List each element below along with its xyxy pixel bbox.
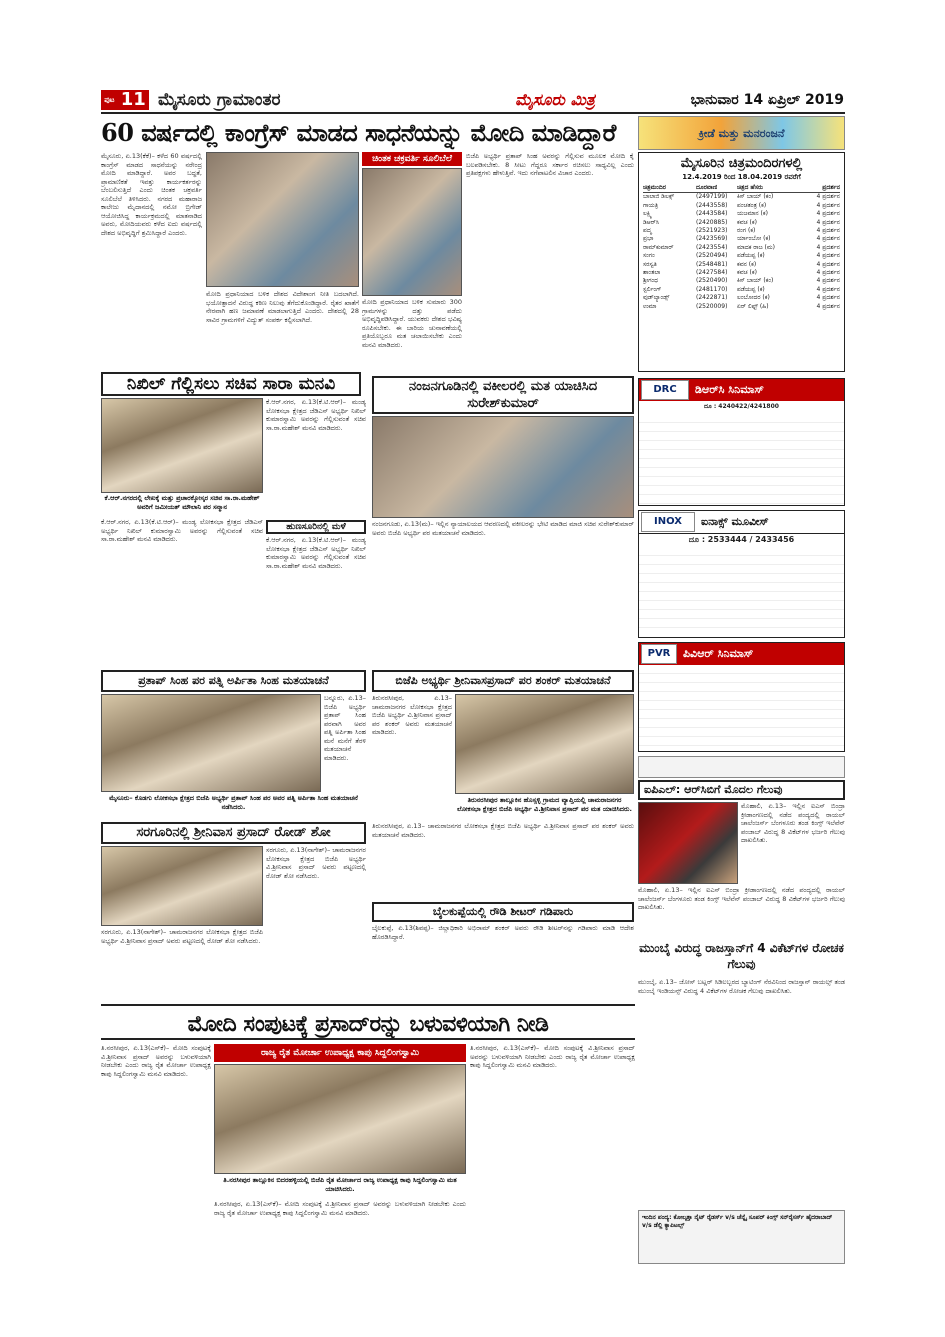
story-nikhil-photo	[101, 398, 263, 493]
bottom-subhead: ರಾಜ್ಯ ರೈತ ಮೋರ್ಚಾ ಉಪಾಧ್ಯಕ್ಷ ಕಾಪು ಸಿದ್ದಲಿಂಗಸ್ವಾಮಿ	[214, 1044, 466, 1062]
story-pratap-photo	[101, 694, 321, 792]
cinema-listing-row	[643, 227, 840, 235]
cinema-notice	[638, 756, 845, 778]
cinema-shows: 4 ಪ್ರದರ್ಶನ	[816, 243, 840, 251]
story-hunsur-body: ಕೆ.ಆರ್.ನಗರ, ಏ.13(ಕೆ.ಟಿ.ಆರ್)– ಮಂಡ್ಯ ಲೋಕಸಭಾ ಕ್ಷೇತ್ರದ ಜೆಡಿಎಸ್ ಅಭ್ಯರ್ಥಿ ನಿಖಿಲ್ ಕುಮಾರಸ್ವಾಮಿ ಅವರನ್ನು ಗೆಲ್ಲಿಸುವಂತೆ ಸಚಿವ ಸಾ.ರಾ.ಮಹೇಶ್ ಮನವಿ ಮಾಡಿದರು.	[266, 536, 366, 570]
cinema-listing-row	[643, 244, 840, 252]
cinema-shows: 4 ಪ್ರದರ್ಶನ	[816, 252, 840, 260]
lead-column-3: ಮೋದಿ ಪ್ರಧಾನಿಯಾದ ಬಳಿಕ ಸುಮಾರು 300 ಗ್ರಾಮಗಳನ್ನು ದತ್ತು ಪಡೆದು ಅಭಿವೃದ್ಧಿಪಡಿಸಿದ್ದಾರೆ. ಯುವಕರು ದೇಶದ ಭವಿಷ್ಯ ರೂಪಿಸಬೇಕು. ಈ ಬಾರಿಯ ಚುನಾವಣೆಯಲ್ಲಿ ಪ್ರತಿಯೊಬ್ಬರೂ ಮತ ಚಲಾಯಿಸಬೇಕು ಎಂದು ಮನವಿ ಮಾಡಿದರು.	[362, 298, 462, 349]
story-suresh-body: ನಂಜನಗೂಡು, ಏ.13(ಮ)– ಇಲ್ಲಿನ ನ್ಯಾಯಾಲಯದ ಆವರಣದಲ್ಲಿ ವಕೀಲರನ್ನು ಭೇಟಿ ಮಾಡಿದ ಮಾಜಿ ಸಚಿವ ಸುರೇಶ್‌ಕುಮಾರ್ ಅವರು ಬಿಜೆಪಿ ಅಭ್ಯರ್ಥಿ ಪರ ಮತಯಾಚನೆ ಮಾಡಿದರು.	[372, 520, 634, 537]
cinema-shows: 4 ಪ್ರದರ್ಶನ	[816, 260, 840, 268]
cinema-shows: 4 ಪ್ರದರ್ಶನ	[816, 269, 840, 277]
cinema-phone: (2521923)	[696, 227, 728, 235]
story-ipl-headline: ಐಪಿಎಲ್: ಆರ್‌ಸಿಬಿಗೆ ಮೊದಲ ಗೆಲುವು	[638, 780, 845, 800]
story-nikhil-caption: ಕೆ.ಆರ್.ನಗರದಲ್ಲಿ ಲೇಖಕ್ಕೆ ಮತ್ತು ಪ್ರಚಾರಕ್ಕೋಸ್ಕರ ಸಚಿವ ಸಾ.ರಾ.ಮಹೇಶ್ ಅವರಿಗೆ ಜಮೀಯತ್ ಮೌಲಾನಿ ಪರ ಸನ್ಮಾನ	[104, 494, 260, 511]
cinema-theatre: ಲಕ್ಷ್ಮಿ	[643, 210, 652, 218]
col-header-shows: ಪ್ರದರ್ಶನ	[822, 184, 840, 191]
cinema-shows: 4 ಪ್ರದರ್ಶನ	[816, 277, 840, 285]
cinema-listing-table	[639, 182, 844, 313]
cinema-film: ಪಂಚತಂತ್ರ (ಕ)	[737, 201, 767, 209]
cinema-shows: 4 ಪ್ರದರ್ಶನ	[816, 218, 840, 226]
story-pratap-caption: ಮೈಸೂರು– ಕೊಡಗು ಲೋಕಸಭಾ ಕ್ಷೇತ್ರದ ಬಿಜೆಪಿ ಅಭ್ಯರ್ಥಿ ಪ್ರತಾಪ್ ಸಿಂಹ ಪರ ಅವರ ಪತ್ನಿ ಅರ್ಪಿತಾ ಸಿಂಹ ಮತಯಾಚನೆ ನಡೆಸಿದರು.	[109, 794, 358, 811]
story-sargur-photo	[101, 846, 263, 926]
story-sargur-headline: ಸರಗೂರಿನಲ್ಲಿ ಶ್ರೀನಿವಾಸ ಪ್ರಸಾದ್ ರೋಡ್ ಶೋ	[101, 822, 366, 844]
masthead-rule	[101, 112, 845, 114]
page-number-badge	[101, 90, 149, 110]
cinema-phone: (2481170)	[696, 285, 728, 293]
story-rajasthan-body: ಮುಂಬೈ, ಏ.13– ಜೋಸ್ ಬಟ್ಲರ್ ಸಿಡಿಲಬ್ಬರದ ಬ್ಯಾಟಿಂಗ್ ನೆರವಿನಿಂದ ರಾಜಸ್ತಾನ್ ರಾಯಲ್ಸ್ ತಂಡ ಮುಂಬೈ ಇಂಡಿಯನ್ಸ್ ವಿರುದ್ಧ 4 ವಿಕೆಟ್‌ಗಳ ರೋಚಕ ಗೆಲುವು ದಾಖಲಿಸಿತು.	[638, 978, 845, 995]
pvr-box	[638, 642, 845, 752]
cinema-listing-row	[643, 202, 840, 210]
story-shankar-photo	[455, 694, 634, 794]
cinema-phone: (2443584)	[696, 210, 728, 218]
cinema-listing-row	[643, 210, 840, 218]
cinema-film: ಕಿಸ್ ಬಾಯ್ (ಕಂ)	[737, 277, 774, 285]
story-rajasthan-headline: ಮುಂಬೈ ವಿರುದ್ಧ ರಾಜಸ್ತಾನ್‌ಗೆ 4 ವಿಕೆಟ್‌ಗಳ ರೋಚಕ ಗೆಲುವು	[639, 941, 844, 971]
drc-box	[638, 378, 845, 506]
cinema-listing-row	[643, 219, 840, 227]
cinema-theatre: ಗಾಯತ್ರಿ	[643, 201, 659, 209]
cinema-phone: (2422871)	[696, 294, 728, 302]
story-bylakuppe-headline: ಬೈಲಕುಪ್ಪೆಯಲ್ಲಿ ರೌಡಿ ಶೀಟರ್ ಗಡಿಪಾರು	[372, 902, 634, 922]
cinema-phone: (2520494)	[696, 252, 728, 260]
bottom-story-col-2: ತಿ.ನರಸೀಪುರ, ಏ.13(ಎಸ್‌ಕೆ)– ಮೋದಿ ಸಂಪುಟಕ್ಕೆ ವಿ.ಶ್ರೀನಿವಾಸ ಪ್ರಸಾದ್ ಅವರನ್ನು ಬಳುವಳಿಯಾಗಿ ನೀಡಬೇಕು ಎಂದು ರಾಜ್ಯ ರೈತ ಮೋರ್ಚಾ ಉಪಾಧ್ಯಕ್ಷ ಕಾಪು ಸಿದ್ದಲಿಂಗಸ್ವಾಮಿ ಮನವಿ ಮಾಡಿದರು.	[214, 1200, 466, 1217]
cinema-theatre: ವುಡ್‌ಲ್ಯಾಂಡ್ಸ್	[643, 294, 670, 302]
cinema-listing-row	[643, 235, 840, 243]
story-shankar-headline: ಬಿಜೆಪಿ ಅಭ್ಯರ್ಥಿ ಶ್ರೀನಿವಾಸಪ್ರಸಾದ್ ಪರ ಶಂಕರ್ ಮತಯಾಚನೆ	[372, 670, 634, 692]
cinema-phone: (2427584)	[696, 269, 728, 277]
drc-phone: ದೂ : 4240422/4241800	[704, 403, 779, 410]
cinema-phone: (2423569)	[696, 235, 728, 243]
inox-box	[638, 510, 845, 638]
drc-header	[639, 379, 844, 401]
story-shankar-caption: ತಿರುನರಸೀಪುರ ತಾಲ್ಲೂಕಿನ ಹೊಸ್ಸಳ್ಳಿ ಗ್ರಾಮದ ವ್ಯಾಪ್ತಿಯಲ್ಲಿ ಚಾಮರಾಜನಗರ ಲೋಕಸಭಾ ಕ್ಷೇತ್ರದ ಬಿಜೆಪಿ ಅಭ್ಯರ್ಥಿ ವಿ.ಶ್ರೀನಿವಾಸ ಪ್ರಸಾದ್ ಪರ ಮತ ಯಾಚಿಸಿದರು.	[457, 796, 632, 813]
cinema-shows: 4 ಪ್ರದರ್ಶನ	[816, 302, 840, 310]
cinema-listing-row	[643, 193, 840, 201]
cinema-listing-date-range: 12.4.2019 ರಿಂದ 18.04.2019 ರವರೆಗೆ	[682, 173, 801, 181]
page-label: ಪುಟ	[104, 96, 115, 104]
lead-box-label: ಚಿಂತಕ ಚಕ್ರವರ್ತಿ ಸೂಲಿಬೆಲೆ	[362, 152, 462, 166]
cinema-phone: (2548481)	[696, 260, 728, 268]
cinema-listing-row	[643, 294, 840, 302]
cinema-phone: (2423554)	[696, 243, 728, 251]
cinema-film: ಕಿಸ್ ಬಾಯ್ (ಕಂ)	[737, 193, 774, 201]
inox-header	[639, 511, 844, 534]
cinema-listing-row	[643, 286, 840, 294]
story-ipl-photo	[638, 802, 738, 884]
story-ipl-body-side: ಮೊಹಾಲಿ, ಏ.13– ಇಲ್ಲಿನ ಐಎಸ್ ಬಿಂದ್ರಾ ಕ್ರೀಡಾಂಗಣದಲ್ಲಿ ನಡೆದ ಪಂದ್ಯದಲ್ಲಿ ರಾಯಲ್ ಚಾಲೆಂಜರ್ಸ್ ಬೆಂಗಳೂರು ತಂಡ ಕಿಂಗ್ಸ್ ಇಲೆವೆನ್ ಪಂಜಾಬ್ ವಿರುದ್ಧ 8 ವಿಕೆಟ್‌ಗಳ ಭರ್ಜರಿ ಗೆಲುವು ದಾಖಲಿಸಿತು.	[741, 802, 845, 844]
cinema-shows: 4 ಪ್ರದರ್ಶನ	[816, 193, 840, 201]
cinema-theatre: ಪ್ರಭಾ	[643, 235, 654, 243]
cinema-shows: 4 ಪ್ರದರ್ಶನ	[816, 227, 840, 235]
cinema-film: ಲಂಬೋದರ (ಕ)	[737, 294, 770, 302]
issue-date: ಭಾನುವಾರ 14 ಏಪ್ರಿಲ್ 2019	[690, 92, 844, 108]
cinema-phone: (2497199)	[696, 193, 728, 201]
bottom-headline: ಮೋದಿ ಸಂಪುಟಕ್ಕೆ ಪ್ರಸಾದ್‌ರನ್ನು ಬಳುವಳಿಯಾಗಿ ನೀಡಿ	[101, 1004, 635, 1040]
cinema-theatre: ಸ್ಟರ್ಲಿಂಗ್	[643, 285, 662, 293]
col-header-theatre: ಚಿತ್ರಮಂದಿರ	[643, 184, 666, 191]
bottom-story-col-3: ತಿ.ನರಸೀಪುರ, ಏ.13(ಎಸ್‌ಕೆ)– ಮೋದಿ ಸಂಪುಟಕ್ಕೆ ವಿ.ಶ್ರೀನಿವಾಸ ಪ್ರಸಾದ್ ಅವರನ್ನು ಬಳುವಳಿಯಾಗಿ ನೀಡಬೇಕು ಎಂದು ರಾಜ್ಯ ರೈತ ಮೋರ್ಚಾ ಉಪಾಧ್ಯಕ್ಷ ಕಾಪು ಸಿದ್ದಲಿಂಗಸ್ವಾಮಿ ಮನವಿ ಮಾಡಿದರು.	[470, 1044, 635, 1069]
story-hunsur-headline: ಹುಣಸೂರಿನಲ್ಲಿ ಮಳೆ	[266, 520, 366, 534]
story-pratap-headline: ಪ್ರತಾಪ್ ಸಿಂಹ ಪರ ಪತ್ನಿ ಅರ್ಪಿತಾ ಸಿಂಹ ಮತಯಾಚನೆ	[101, 670, 366, 692]
cinema-phone: (2443558)	[696, 201, 728, 209]
cinema-listing-row	[643, 252, 840, 260]
cinema-listing-box	[638, 152, 845, 372]
cinema-film: ಕವಚ (ಕ)	[737, 269, 757, 277]
pvr-logo: PVR	[641, 644, 677, 664]
cinema-theatre: ಪದ್ಮ	[643, 227, 652, 235]
cinema-theatre: ಉಮಾ	[643, 302, 657, 310]
story-ipl-body: ಮೊಹಾಲಿ, ಏ.13– ಇಲ್ಲಿನ ಐಎಸ್ ಬಿಂದ್ರಾ ಕ್ರೀಡಾಂಗಣದಲ್ಲಿ ನಡೆದ ಪಂದ್ಯದಲ್ಲಿ ರಾಯಲ್ ಚಾಲೆಂಜರ್ಸ್ ಬೆಂಗಳೂರು ತಂಡ ಕಿಂಗ್ಸ್ ಇಲೆವೆನ್ ಪಂಜಾಬ್ ವಿರುದ್ಧ 8 ವಿಕೆಟ್‌ಗಳ ಭರ್ಜರಿ ಗೆಲುವು ದಾಖಲಿಸಿತು.	[638, 886, 845, 911]
inox-name: ಐನಾಕ್ಸ್ ಮೂವೀಸ್	[701, 515, 769, 528]
story-sargur-body: ಸರಗೂರು, ಏ.13(ನಾಗೇಶ್)– ಚಾಮರಾಜನಗರ ಲೋಕಸಭಾ ಕ್ಷೇತ್ರದ ಬಿಜೆಪಿ ಅಭ್ಯರ್ಥಿ ವಿ.ಶ್ರೀನಿವಾಸ ಪ್ರಸಾದ್ ಅವರು ಪಟ್ಟಣದಲ್ಲಿ ರೋಡ್ ಶೋ ನಡೆಸಿದರು.	[101, 928, 263, 945]
story-suresh-headline: ನಂಜನಗೂಡಿನಲ್ಲಿ ವಕೀಲರಲ್ಲಿ ಮತ ಯಾಚಿಸಿದ ಸುರೇಶ್‌ಕುಮಾರ್	[372, 376, 634, 414]
story-nikhil-body-2: ಕೆ.ಆರ್.ನಗರ, ಏ.13(ಕೆ.ಟಿ.ಆರ್)– ಮಂಡ್ಯ ಲೋಕಸಭಾ ಕ್ಷೇತ್ರದ ಜೆಡಿಎಸ್ ಅಭ್ಯರ್ಥಿ ನಿಖಿಲ್ ಕುಮಾರಸ್ವಾಮಿ ಅವರನ್ನು ಗೆಲ್ಲಿಸುವಂತೆ ಸಚಿವ ಸಾ.ರಾ.ಮಹೇಶ್ ಮನವಿ ಮಾಡಿದರು.	[266, 398, 366, 432]
story-suresh-photo	[372, 416, 634, 518]
col-header-film: ಚಿತ್ರದ ಹೆಸರು	[737, 184, 764, 191]
pvr-header	[639, 643, 844, 665]
cinema-theatre: ಡಿಆರ್‌ಸಿ	[643, 218, 660, 226]
cinema-film: ಪಡೆಯಪ್ಪ (ಕ)	[737, 252, 765, 260]
lead-column-1: ಮೈಸೂರು, ಏ.13(ಕೆಕೆ)– ಕಳೆದ 60 ವರ್ಷದಲ್ಲಿ ಕಾಂಗ್ರೆಸ್ ಮಾಡದ ಸಾಧನೆಯನ್ನು ನರೇಂದ್ರ ಮೋದಿ ಮಾಡಿದ್ದಾರೆ. ಅವರ ಬದ್ಧತೆ, ಪ್ರಾಮಾಣಿಕತೆ ಇವತ್ತು ಕಾರ್ಯಕರ್ತರನ್ನು ಬೆಂಬಲಿಸುತ್ತಿದೆ ಎಂದು ಚಿಂತಕ ಚಕ್ರವರ್ತಿ ಸೂಲಿಬೆಲೆ ತಿಳಿಸಿದರು. ನಗರದ ಮಹಾರಾಜ ಕಾಲೇಜು ಮೈದಾನದಲ್ಲಿ ನಮೋ ಬ್ರಿಗೇಡ್ ಆಯೋಜಿಸಿದ್ದ ಕಾರ್ಯಕ್ರಮದಲ್ಲಿ ಮಾತನಾಡಿದ ಅವರು, ಮೋದಿಯವರು ಕಳೆದ ಐದು ವರ್ಷದಲ್ಲಿ ದೇಶದ ಅಭಿವೃದ್ಧಿಗೆ ಶ್ರಮಿಸಿದ್ದಾರೆ ಎಂದರು.	[101, 152, 202, 237]
story-sargur-body-side: ಸರಗೂರು, ಏ.13(ನಾಗೇಶ್)– ಚಾಮರಾಜನಗರ ಲೋಕಸಭಾ ಕ್ಷೇತ್ರದ ಬಿಜೆಪಿ ಅಭ್ಯರ್ಥಿ ವಿ.ಶ್ರೀನಿವಾಸ ಪ್ರಸಾದ್ ಅವರು ಪಟ್ಟಣದಲ್ಲಿ ರೋಡ್ ಶೋ ನಡೆಸಿದರು.	[266, 846, 366, 880]
page-number: 11	[120, 89, 146, 110]
cinema-film: ಯಜಮಾನ (ಕ)	[737, 210, 768, 218]
cinema-shows: 4 ಪ್ರದರ್ಶನ	[816, 285, 840, 293]
cinema-film: ಕವಚ (ಕ)	[737, 218, 757, 226]
drc-showtimes	[639, 414, 844, 504]
inox-showtimes	[639, 547, 844, 635]
inox-phone: ದೂ : 2533444 / 2433456	[688, 535, 795, 544]
lead-column-2: ಮೋದಿ ಪ್ರಧಾನಿಯಾದ ಬಳಿಕ ದೇಶದ ವಿದೇಶಾಂಗ ನೀತಿ ಬದಲಾಗಿದೆ. ಭಯೋತ್ಪಾದನೆ ವಿರುದ್ಧ ಕಠಿಣ ನಿಲುವು ತೆಗೆದುಕೊಂಡಿದ್ದಾರೆ. ರೈತರ ಖಾತೆಗೆ ನೇರವಾಗಿ ಹಣ ಜಮಾವಣೆ ಮಾಡಲಾಗುತ್ತಿದೆ ಎಂದರು. ದೇಶದಲ್ಲಿ 28 ಸಾವಿರ ಗ್ರಾಮಗಳಿಗೆ ವಿದ್ಯುತ್ ಸಂಪರ್ಕ ಕಲ್ಪಿಸಲಾಗಿದೆ.	[206, 290, 359, 324]
story-shankar-continued: ತಿರುನರಸೀಪುರ, ಏ.13– ಚಾಮರಾಜನಗರ ಲೋಕಸಭಾ ಕ್ಷೇತ್ರದ ಬಿಜೆಪಿ ಅಭ್ಯರ್ಥಿ ವಿ.ಶ್ರೀನಿವಾಸ ಪ್ರಸಾದ್ ಪರ ಶಂಕರ್ ಅವರು ಮತಯಾಚನೆ ಮಾಡಿದರು.	[372, 822, 634, 839]
cinema-phone: (2520490)	[696, 277, 728, 285]
story-nikhil-body: ಕೆ.ಆರ್.ನಗರ, ಏ.13(ಕೆ.ಟಿ.ಆರ್)– ಮಂಡ್ಯ ಲೋಕಸಭಾ ಕ್ಷೇತ್ರದ ಜೆಡಿಎಸ್ ಅಭ್ಯರ್ಥಿ ನಿಖಿಲ್ ಕುಮಾರಸ್ವಾಮಿ ಅವರನ್ನು ಗೆಲ್ಲಿಸುವಂತೆ ಸಚಿವ ಸಾ.ರಾ.ಮಹೇಶ್ ಮನವಿ ಮಾಡಿದರು.	[101, 518, 263, 543]
cinema-theatre: ಸಂಗಂ	[643, 252, 655, 260]
cinema-shows: 4 ಪ್ರದರ್ಶನ	[816, 235, 840, 243]
bottom-story-photo	[214, 1064, 466, 1174]
bottom-story-col-1: ತಿ.ನರಸೀಪುರ, ಏ.13(ಎಸ್‌ಕೆ)– ಮೋದಿ ಸಂಪುಟಕ್ಕೆ ವಿ.ಶ್ರೀನಿವಾಸ ಪ್ರಸಾದ್ ಅವರನ್ನು ಬಳುವಳಿಯಾಗಿ ನೀಡಬೇಕು ಎಂದು ರಾಜ್ಯ ರೈತ ಮೋರ್ಚಾ ಉಪಾಧ್ಯಕ್ಷ ಕಾಪು ಸಿದ್ದಲಿಂಗಸ್ವಾಮಿ ಮನವಿ ಮಾಡಿದರು.	[101, 1044, 211, 1078]
pvr-showtimes	[639, 665, 844, 751]
drc-name: ಡಿಆರ್‌ಸಿ ಸಿನಿಮಾಸ್	[695, 383, 764, 396]
paper-logo: ಮೈಸೂರು ಮಿತ್ರ	[515, 90, 595, 109]
lead-photo	[206, 152, 359, 287]
col-header-phone: ದೂರವಾಣಿ	[696, 184, 718, 191]
cinema-shows: 4 ಪ್ರದರ್ಶನ	[816, 210, 840, 218]
cinema-phone: (2420885)	[696, 218, 728, 226]
inox-logo: INOX	[641, 512, 695, 532]
cinema-film: ರ್ಯಾಂಬೋ (ಕ)	[737, 235, 771, 243]
cinema-film: ಏರ್ ಲಿಫ್ಟ್ (ಹಿ)	[737, 302, 769, 310]
cinema-shows: 4 ಪ್ರದರ್ಶನ	[816, 201, 840, 209]
bottom-story-caption: ತಿ.ನರಸೀಪುರ ತಾಲ್ಲೂಕಿನ ಬಿದರಹಳ್ಳಿಯಲ್ಲಿ ಬಿಜೆಪಿ ರೈತ ಮೋರ್ಚಾದ ರಾಜ್ಯ ಉಪಾಧ್ಯಕ್ಷ ಕಾಪು ಸಿದ್ದಲಿಂಗಸ್ವಾಮಿ ಮತ ಯಾಚಿಸಿದರು.	[223, 1176, 457, 1193]
story-bylakuppe-body: ಬೈಲಕುಪ್ಪೆ, ಏ.13(ಶಿವಪ್ಪ)– ಜಿಲ್ಲಾಧಿಕಾರಿ ಅಭಿರಾಮ್ ಶಂಕರ್ ಅವರು ರೌಡಿ ಶೀಟರ್‌ನನ್ನು ಗಡಿಪಾರು ಮಾಡಿ ಆದೇಶ ಹೊರಡಿಸಿದ್ದಾರೆ.	[372, 924, 634, 941]
cinema-theatre: ರಾಮ್‌ಕುಮಾರ್	[643, 243, 674, 251]
pvr-name: ಪಿವಿಆರ್ ಸಿನಿಮಾಸ್	[683, 647, 754, 660]
ipl-fixture-note: ಇಂದಿನ ಪಂದ್ಯ: ಕೋಲ್ಕತ್ತಾ ನೈಟ್ ರೈಡರ್ಸ್ v/s ಚೆನ್ನೈ ಸೂಪರ್ ಕಿಂಗ್ಸ್ ಸನ್‌ರೈಸರ್ಸ್ ಹೈದರಾಬಾದ್ v/s ಡೆಲ್ಲಿ ಕ್ಯಾಪಿಟಲ್ಸ್	[638, 1210, 845, 1264]
lead-headline: 60 ವರ್ಷದಲ್ಲಿ ಕಾಂಗ್ರೆಸ್ ಮಾಡದ ಸಾಧನೆಯನ್ನು ಮೋದಿ ಮಾಡಿದ್ದಾರೆ	[101, 118, 616, 147]
drc-logo: DRC	[641, 380, 689, 400]
cinema-theatre: ಸರಸ್ವತಿ	[643, 260, 657, 268]
story-pratap-body-side: ಬನ್ನೂರು, ಏ.13– ಬಿಜೆಪಿ ಅಭ್ಯರ್ಥಿ ಪ್ರತಾಪ್ ಸಿಂಹ ಪರವಾಗಿ ಅವರ ಪತ್ನಿ ಅರ್ಪಿತಾ ಸಿಂಹ ಮನೆ ಮನೆಗೆ ತೆರಳಿ ಮತಯಾಚನೆ ಮಾಡಿದರು.	[324, 694, 366, 762]
cinema-film: ಕವನ (ಕ)	[737, 260, 757, 268]
cinema-listing-row	[643, 269, 840, 277]
story-nikhil-headline: ನಿಖಿಲ್ ಗೆಲ್ಲಿಸಲು ಸಚಿವ ಸಾರಾ ಮನವಿ	[101, 372, 361, 396]
section-title: ಮೈಸೂರು ಗ್ರಾಮಾಂತರ	[158, 90, 281, 110]
cinema-phone: (2520009)	[696, 302, 728, 310]
cinema-theatre: ಬಾಲಾಜಿ ಡಿಲಕ್ಸ್	[643, 193, 675, 201]
cinema-listing-row	[643, 277, 840, 285]
story-shankar-body: ತಿರುನರಸೀಪುರ, ಏ.13– ಚಾಮರಾಜನಗರ ಲೋಕಸಭಾ ಕ್ಷೇತ್ರದ ಬಿಜೆಪಿ ಅಭ್ಯರ್ಥಿ ವಿ.ಶ್ರೀನಿವಾಸ ಪ್ರಸಾದ್ ಪರ ಶಂಕರ್ ಅವರು ಮತಯಾಚನೆ ಮಾಡಿದರು.	[372, 694, 452, 736]
cinema-shows: 4 ಪ್ರದರ್ಶನ	[816, 294, 840, 302]
cinema-listing-title: ಮೈಸೂರಿನ ಚಿತ್ರಮಂದಿರಗಳಲ್ಲಿ	[680, 156, 803, 171]
cinema-film: ಮಾದಕ ರಾಜ (ಮ)	[737, 243, 775, 251]
cinema-film: ರಂಗ (ಕ)	[737, 227, 756, 235]
cinema-listing-header	[643, 184, 840, 193]
cinema-listing-row	[643, 303, 840, 311]
lead-photo-2	[362, 168, 462, 296]
lead-column-4: ಬಿಜೆಪಿ ಅಭ್ಯರ್ಥಿ ಪ್ರತಾಪ್ ಸಿಂಹ ಅವರನ್ನು ಗೆಲ್ಲಿಸುವ ಮೂಲಕ ಮೋದಿ ಕೈ ಬಲಪಡಿಸಬೇಕು. 8 ಸೀಟು ಗೆದ್ದರೂ ಸರ್ಕಾರ ರಚಿಸಲು ಸಾಧ್ಯವಿಲ್ಲ ಎಂದು ಪ್ರತಿಪಕ್ಷಗಳು ಹೇಳುತ್ತಿವೆ. ಇದು ನಗೆಪಾಟಲಿನ ವಿಚಾರ ಎಂದರು.	[466, 152, 634, 177]
cinema-theatre: ಶ್ರೀಗಂಧ	[643, 277, 659, 285]
cinema-listing-row	[643, 261, 840, 269]
cinema-film: ಪಡೆಯಪ್ಪ (ಕ)	[737, 285, 765, 293]
cinema-theatre: ಶಾಂತಲಾ	[643, 269, 661, 277]
sports-banner: ಕ್ರೀಡೆ ಮತ್ತು ಮನರಂಜನೆ	[638, 116, 845, 150]
